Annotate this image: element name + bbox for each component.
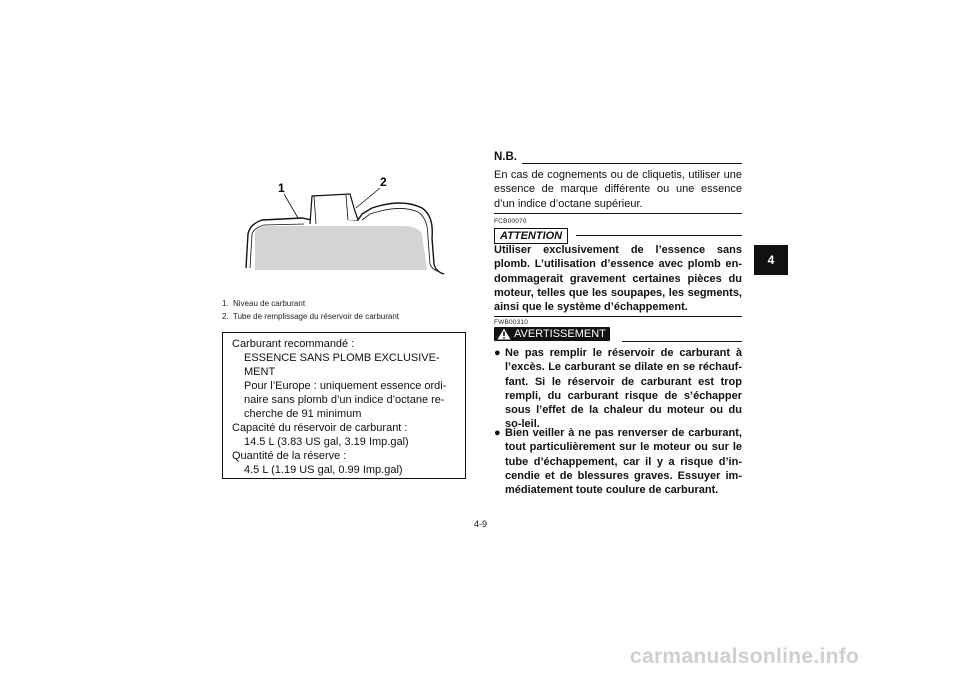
callout-2-leader (356, 188, 380, 208)
attention-end-rule (494, 316, 742, 317)
spec-line: 14.5 L (3.83 US gal, 3.19 Imp.gal) (244, 436, 409, 448)
spec-line: MENT (244, 366, 276, 378)
caption-1: 1. Niveau de carburant (222, 299, 306, 308)
attention-text: Utiliser exclusivement de l’essence sans plomb. L’utilisation d’essence avec plomb en-dommagerait gravement certaines pièces du moteur, telles que les soupapes, les segments, ainsi que le système d’échappement. (494, 244, 742, 314)
note-title: N.B. (494, 151, 517, 163)
callout-2: 2 (380, 175, 387, 189)
attention-code: FCB00070 (494, 218, 527, 225)
watermark: carmanualsonline.info (630, 645, 860, 668)
bullet-icon: ● (494, 427, 501, 439)
page-number: 4-9 (474, 519, 488, 529)
fuel-tank-diagram (222, 168, 462, 280)
spec-line: Quantité de la réserve : (232, 450, 347, 462)
warning-item-2 (494, 426, 742, 497)
spec-line: ESSENCE SANS PLOMB EXCLUSIVE- (244, 352, 440, 364)
note-end-rule (494, 213, 742, 214)
note-rule (522, 163, 742, 164)
warning-label-text: AVERTISSEMENT (514, 328, 606, 340)
spec-line: Carburant recommandé : (232, 338, 355, 350)
caption-2: 2. Tube de remplissage du réservoir de carburant (222, 312, 400, 321)
spec-line: Pour l’Europe : uniquement essence ordi- (244, 380, 447, 392)
bullet-icon: ● (494, 347, 501, 359)
warning-code: FWB00310 (494, 319, 529, 326)
warning-label (494, 327, 610, 341)
callout-1: 1 (278, 181, 285, 195)
warning-item-text: Ne pas remplir le réservoir de carburant à l’excès. Le carburant se dilate en se réchauf-fant. Si le réservoir de carburant est trop rempli, du carburant risque de s’échapper sous l’effet de la chaleur du moteur ou du so-leil. (505, 347, 742, 431)
warning-item-text: Bien veiller à ne pas renverser de carburant, tout particulièrement sur le moteur ou sur le tube d’échappement, car il y a risque d’in-cendie et de blessures graves. Essuyer im-médiatement toute coulure de carburant. (505, 427, 742, 497)
attention-label: ATTENTION (494, 228, 568, 244)
fuel-spec-box (222, 332, 466, 479)
callout-1-leader (284, 194, 298, 218)
warning-item-1 (494, 346, 742, 432)
warning-triangle-icon (497, 328, 511, 340)
spec-line: 4.5 L (1.19 US gal, 0.99 Imp.gal) (244, 464, 403, 476)
chapter-tab: 4 (754, 245, 788, 275)
warning-rule (622, 341, 742, 342)
spec-line: Capacité du réservoir de carburant : (232, 422, 408, 434)
spec-line: cherche de 91 minimum (244, 408, 362, 420)
filler-neck (310, 194, 358, 224)
fuel-level-area (255, 226, 427, 270)
spec-line: naire sans plomb d’un indice d’octane re- (244, 394, 445, 406)
attention-rule (576, 235, 742, 236)
note-text: En cas de cognements ou de cliquetis, utiliser une essence de marque différente ou une essence d’un indice d’octane supérieur. (494, 169, 742, 210)
